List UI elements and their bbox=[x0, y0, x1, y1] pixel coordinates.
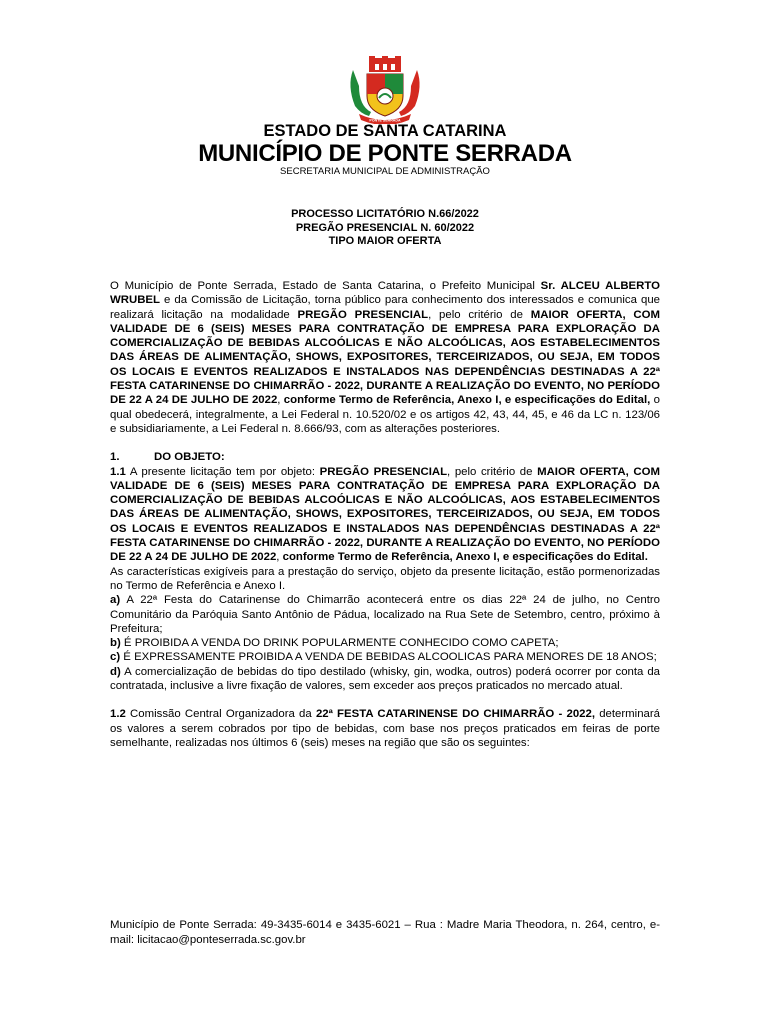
list-item-label: b) bbox=[110, 637, 121, 650]
intro-reference: conforme Termo de Referência, Anexo I, e especificações do Edital, bbox=[283, 394, 651, 407]
department-subtitle: SECRETARIA MUNICIPAL DE ADMINISTRAÇÃO bbox=[280, 166, 490, 177]
item-1-1-text-2: , pelo critério de bbox=[447, 465, 538, 478]
list-item-c bbox=[110, 650, 660, 664]
footer-contact: Município de Ponte Serrada: 49-3435-6014 e 3435-6021 – Rua : Madre Maria Theodora, n. 264, centro, e-mail: licitacao@ponteserrada.sc.gov.br bbox=[110, 919, 660, 946]
item-1-1-text-1: A presente licitação tem por objeto: bbox=[125, 465, 320, 478]
item-1-2-text-2: determinará os valores a serem cobrados por tipo de bebidas, com base nos preços praticados em feiras de porte semelhante, realizadas nos últimos 6 (seis) meses na região que são os seguintes: bbox=[110, 708, 660, 749]
document-body bbox=[110, 279, 660, 750]
mayor-name: Sr. ALCEU ALBERTO WRUBEL bbox=[110, 280, 660, 307]
characteristics-paragraph: As características exigíveis para a prestação do serviço, objeto da presente licitação, estão pormenorizadas no Termo de Referência e Anexo I. bbox=[110, 565, 660, 592]
municipal-crest-logo bbox=[345, 56, 425, 124]
tender-type: TIPO MAIOR OFERTA bbox=[328, 235, 442, 247]
list-item-text: É PROIBIDA A VENDA DO DRINK POPULARMENTE CONHECIDO COMO CAPETA; bbox=[120, 637, 559, 650]
process-heading bbox=[0, 208, 770, 249]
municipality-title: MUNICÍPIO DE PONTE SERRADA bbox=[198, 140, 572, 167]
pregao-number: PREGÃO PRESENCIAL N. 60/2022 bbox=[295, 221, 475, 234]
intro-text-3: , pelo critério de bbox=[428, 308, 531, 321]
list-item-a bbox=[110, 593, 660, 636]
section-1-title: DO OBJETO: bbox=[154, 451, 225, 464]
item-1-1-object: MAIOR OFERTA, COM VALIDADE DE 6 (SEIS) MESES PARA CONTRATAÇÃO DE EMPRESA PARA EXPLORAÇÃO DA COMERCIALIZAÇÃO DE BEBIDAS ALCOÓLICAS E NÃO ALCOÓLICAS, AOS ESTABELECIMENTOS DAS ÁREAS DE ALIMENTAÇÃO, SHOWS, EXPOSITORES, TERCEIRIZADOS, OU SEJA, EM TODOS OS LOCAIS E EVENTOS REALIZADOS E INSTALADOS NAS DEPENDÊNCIAS DESTINADAS A 22ª FESTA CATARINENSE DO CHIMARRÃO - 2022, DURANTE A REALIZAÇÃO DO EVENTO, NO PERÍODO DE 22 A 24 DE JULHO DE 2022 bbox=[110, 465, 660, 564]
process-number: PROCESSO LICITATÓRIO N.66/2022 bbox=[291, 208, 479, 220]
intro-text-1: O Município de Ponte Serrada, Estado de Santa Catarina, o Prefeito Municipal bbox=[110, 280, 541, 292]
intro-text-2: e da Comissão de Licitação, torna público para conhecimento dos interessados e comunica que realizará licitação na modalidade bbox=[110, 294, 660, 321]
intro-text-4: , bbox=[277, 394, 284, 407]
list-item-label: d) bbox=[110, 665, 121, 678]
state-title: ESTADO DE SANTA CATARINA bbox=[263, 122, 507, 140]
item-1-2-number: 1.2 bbox=[110, 708, 126, 721]
item-1-2 bbox=[110, 707, 660, 750]
section-1-number: 1. bbox=[110, 451, 120, 464]
item-1-1-number: 1.1 bbox=[110, 465, 126, 478]
intro-object: MAIOR OFERTA, COM VALIDADE DE 6 (SEIS) MESES PARA CONTRATAÇÃO DE EMPRESA PARA EXPLORAÇÃO DA COMERCIALIZAÇÃO DE BEBIDAS ALCOÓLICAS E NÃO ALCOÓLICAS, AOS ESTABELECIMENTOS DAS ÁREAS DE ALIMENTAÇÃO, SHOWS, EXPOSITORES, TERCEIRIZADOS, OU SEJA, EM TODOS OS LOCAIS E EVENTOS REALIZADOS E INSTALADOS NAS DEPENDÊNCIAS DESTINADAS A 22ª FESTA CATARINENSE DO CHIMARRÃO - 2022, DURANTE A REALIZAÇÃO DO EVENTO, NO PERÍODO DE 22 A 24 DE JULHO DE 2022 bbox=[110, 308, 660, 407]
list-item-text: É EXPRESSAMENTE PROIBIDA A VENDA DE BEBIDAS ALCOOLICAS PARA MENORES DE 18 ANOS; bbox=[120, 651, 657, 664]
item-1-1 bbox=[110, 465, 660, 565]
item-1-1-modality: PREGÃO PRESENCIAL bbox=[319, 465, 448, 478]
list-item-label: c) bbox=[110, 651, 121, 664]
item-1-2-text-1: Comissão Central Organizadora da bbox=[125, 708, 316, 721]
item-1-1-text-3: , bbox=[276, 551, 283, 564]
list-item-text: A 22ª Festa do Catarinense do Chimarrão acontecerá entre os dias 22ª 24 de julho, no Centro Comunitário da Paróquia Santo Antônio de Pádua, localizado na Rua Sete de Setembro, centro, próximo à Prefeitura; bbox=[110, 594, 660, 635]
intro-paragraph bbox=[110, 279, 660, 436]
modality: PREGÃO PRESENCIAL bbox=[297, 308, 429, 321]
list-item-label: a) bbox=[110, 594, 121, 607]
list-item-b bbox=[110, 636, 660, 650]
list-item-d bbox=[110, 665, 660, 694]
item-1-1-reference: conforme Termo de Referência, Anexo I, e especificações do Edital. bbox=[282, 551, 648, 564]
intro-text-5: o qual obedecerá, integralmente, a Lei Federal n. 10.520/02 e os artigos 42, 43, 44, 45, e 46 da LC n. 123/06 e subsidiariamente, a Lei Federal n. 8.666/93, com as alterações posteriores. bbox=[110, 394, 660, 435]
section-1-heading bbox=[110, 450, 660, 464]
item-1-2-event: 22ª FESTA CATARINENSE DO CHIMARRÃO - 2022, bbox=[315, 708, 595, 721]
crest-ribbon-text: PONTE SERRADA bbox=[369, 118, 401, 123]
list-item-text: A comercialização de bebidas do tipo destilado (whisky, gin, wodka, outros) poderá ocorrer por conta da contratada, inclusive a livre fixação de valores, sem exceder aos preços praticados no mercado atual. bbox=[110, 665, 660, 693]
